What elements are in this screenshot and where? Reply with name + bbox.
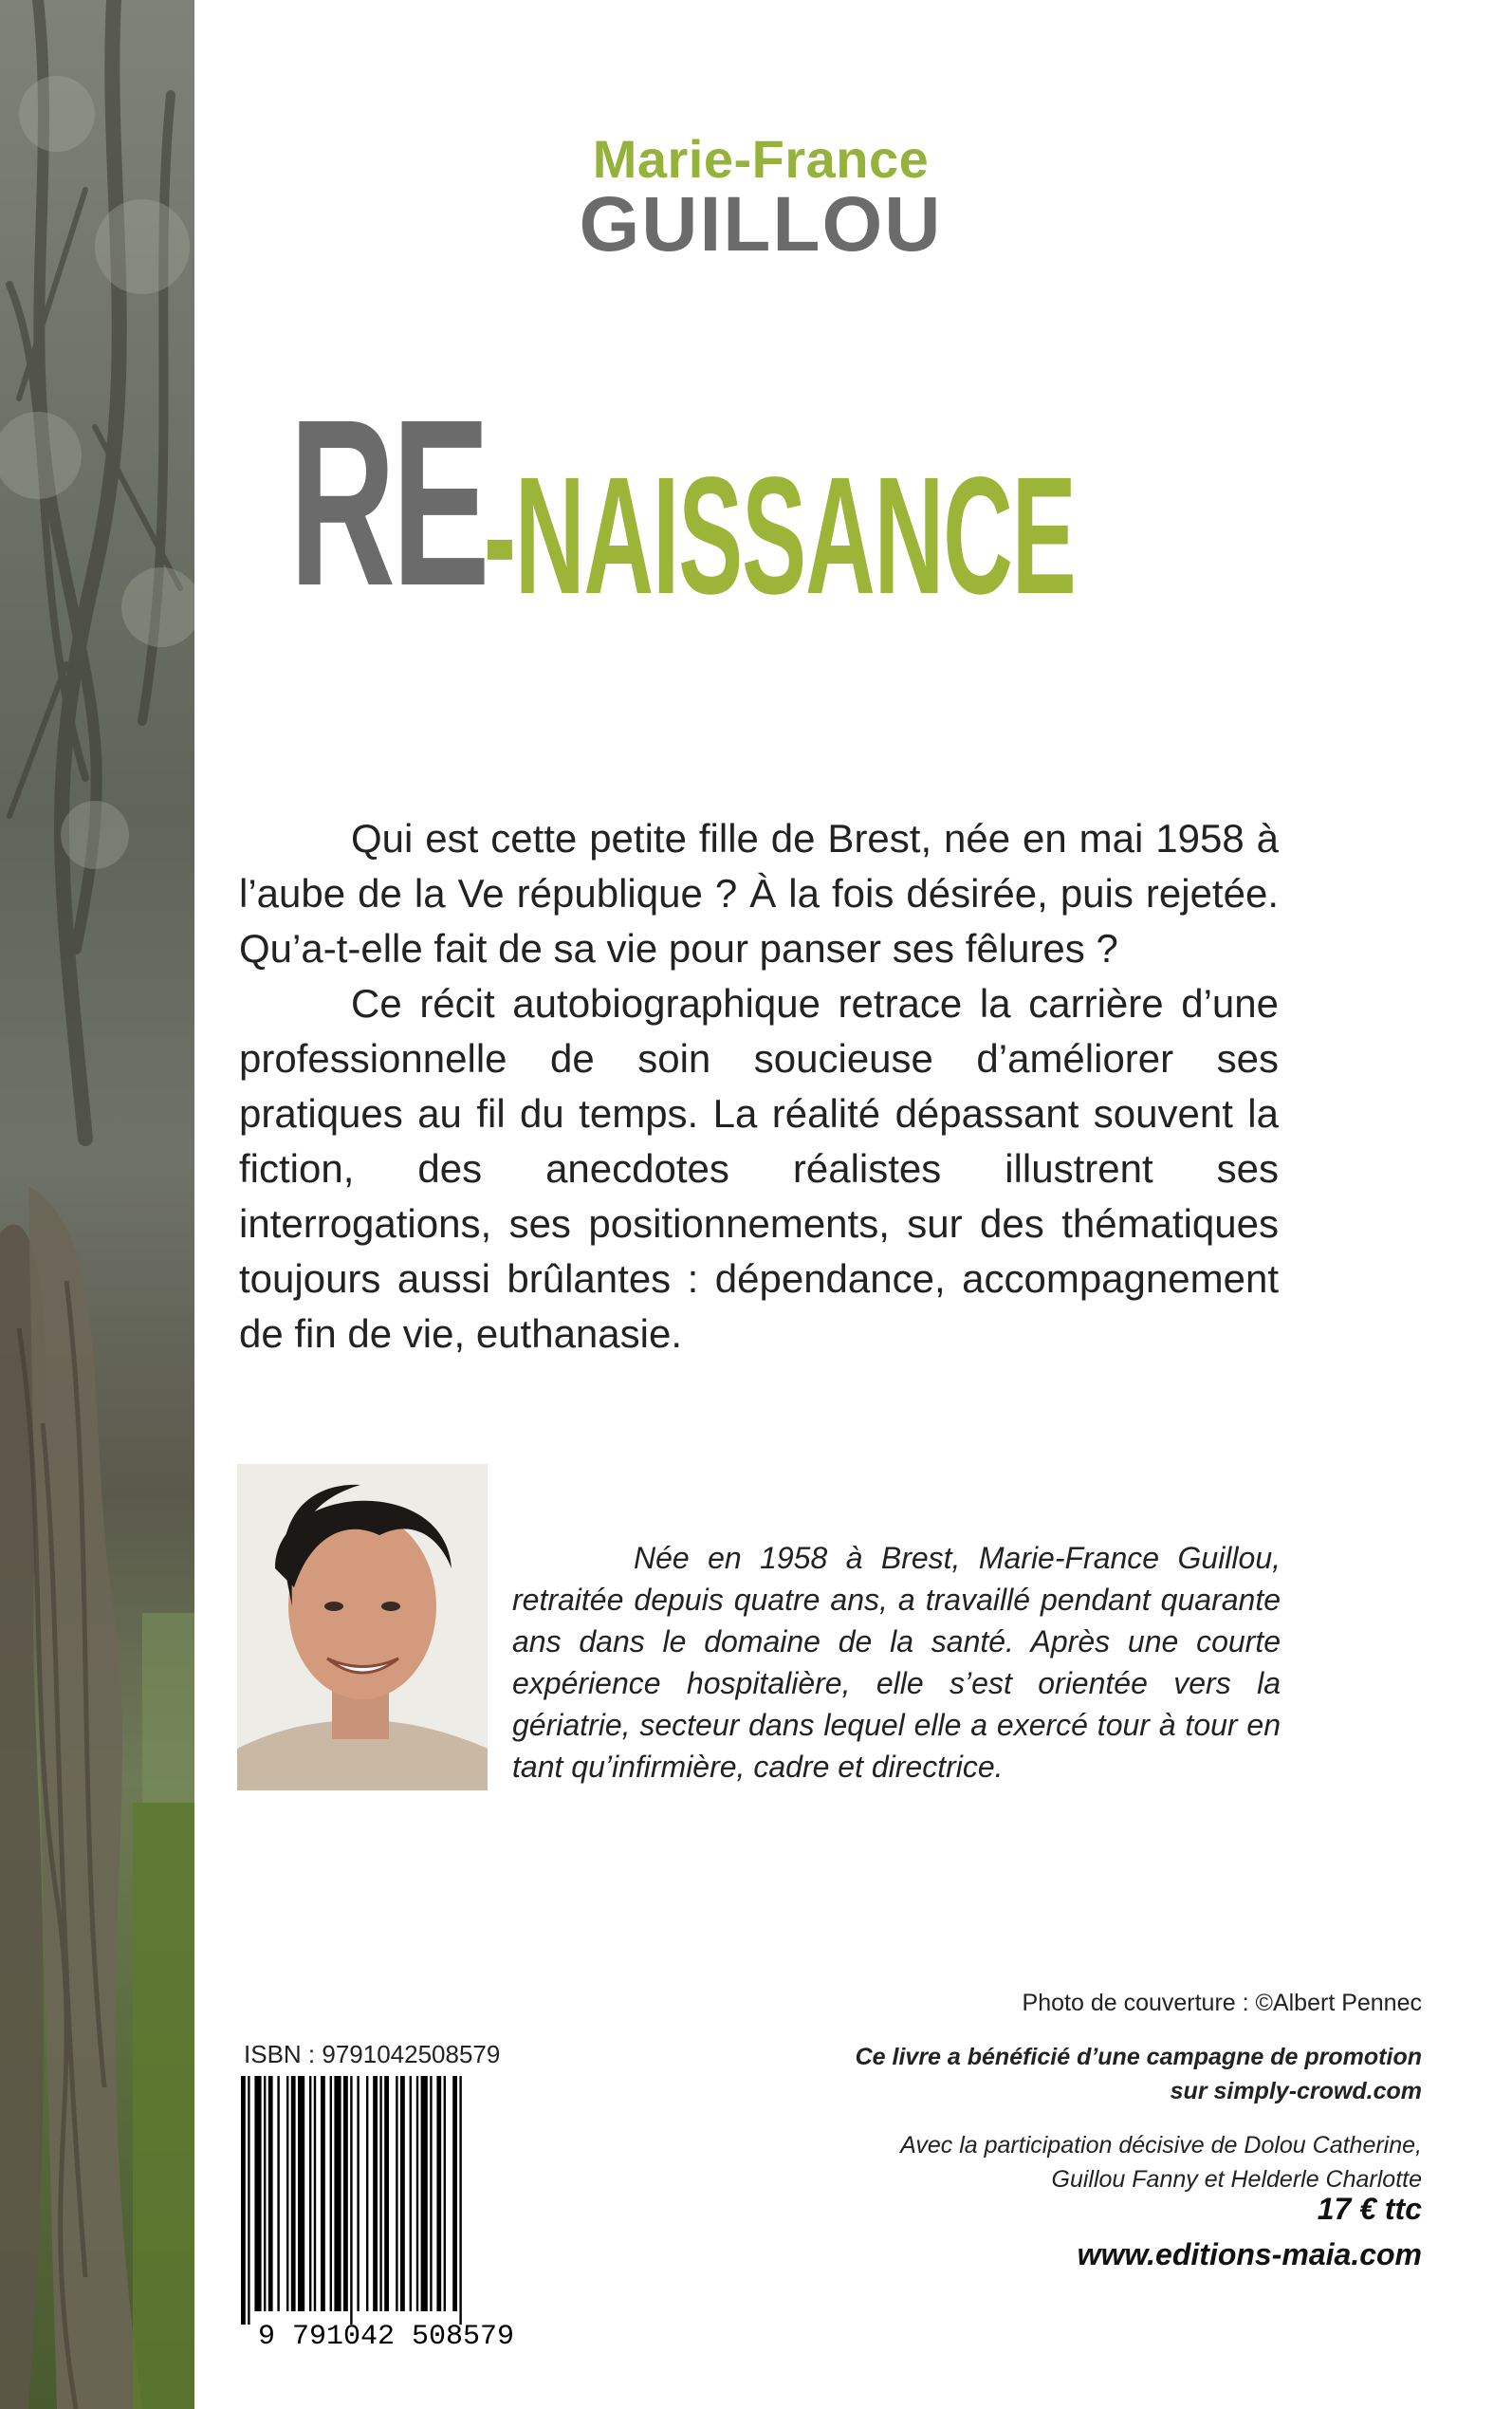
author-first-name: Marie-France <box>592 129 930 189</box>
barcode-bar <box>241 2076 246 2325</box>
barcode-bar <box>314 2076 316 2311</box>
barcode-bar <box>264 2076 266 2311</box>
barcode-bar <box>436 2076 441 2311</box>
barcode-bar <box>384 2076 389 2311</box>
barcode-bar <box>334 2076 341 2311</box>
blurb-paragraph: Ce récit autobiographique retrace la carrière d’une professionnelle de soin soucieuse d’améliorer ses pratiques au fil du temps. La réalité dépassant souvent la fiction, des anecdotes réalistes illustrent ses interrogations, ses positionnements, sur des thématiques toujours aussi brûlantes : dépendance, accompagnement de fin de vie, euthanasie. <box>239 981 1279 1356</box>
barcode-bar <box>321 2076 325 2311</box>
barcode-bar <box>373 2076 378 2311</box>
author-bio <box>512 1537 1281 1788</box>
barcode-bar <box>268 2076 273 2311</box>
barcode-bar <box>459 2076 461 2325</box>
barcode-bar <box>357 2076 359 2311</box>
barcode-bar <box>298 2076 304 2311</box>
cover-tree-photo-strip <box>0 0 194 2409</box>
promotion-note <box>856 2040 1422 2108</box>
participation-line: Guillou Fanny et Helderle Charlotte <box>1051 2166 1422 2193</box>
barcode-bar <box>430 2076 432 2311</box>
barcode-bar <box>379 2076 381 2311</box>
barcode-bar <box>400 2076 405 2311</box>
barcode-bar <box>277 2076 279 2311</box>
barcode-bar <box>343 2076 348 2311</box>
back-cover-blurb <box>239 811 1279 1362</box>
barcode-bar <box>350 2076 352 2325</box>
author-photo <box>237 1464 488 1790</box>
barcode-bar <box>421 2076 428 2311</box>
barcode-bar <box>286 2076 288 2311</box>
blurb-paragraph: Qui est cette petite fille de Brest, née en mai 1958 à l’aube de la Ve république ? À la fois désirée, puis rejetée. Qu’a-t-elle fait de sa vie pour panser ses fêlures ? <box>239 816 1279 971</box>
barcode-bar <box>330 2076 332 2311</box>
price: 17 € ttc <box>1317 2192 1422 2226</box>
barcode-bar <box>410 2076 412 2311</box>
barcode-bar <box>309 2076 311 2311</box>
isbn-label: ISBN : 9791042508579 <box>244 2040 501 2068</box>
author-last-name: GUILLOU <box>579 181 943 268</box>
participation-line: Avec la participation décisive de Dolou Catherine, <box>900 2132 1422 2159</box>
book-title <box>289 370 1076 635</box>
promotion-line: sur simply-crowd.com <box>1170 2078 1422 2104</box>
publisher-website: www.editions-maia.com <box>1077 2237 1422 2271</box>
barcode-bar <box>416 2076 418 2311</box>
isbn-barcode <box>237 2076 536 2351</box>
title-rest: -NAISSANCE <box>484 443 1076 629</box>
barcode-bar <box>254 2076 261 2311</box>
barcode-bar <box>396 2076 397 2311</box>
barcode-bar <box>452 2076 457 2311</box>
title-prefix: RE <box>289 370 487 635</box>
barcode-bar <box>248 2076 249 2325</box>
bio-text: Née en 1958 à Brest, Marie-France Guillou, retraitée depuis quatre ans, a travaillé pendant quarante ans dans le domaine de la santé. Après une courte expérience hospitalière, elle s’est orientée vers la gériatrie, secteur dans lequel elle a exercé tour à tour en tant qu’infirmière, cadre et directrice. <box>512 1541 1281 1784</box>
photo-credit: Photo de couverture : ©Albert Pennec <box>1022 1990 1422 2016</box>
promotion-line: Ce livre a bénéficié d’une campagne de promotion <box>855 2044 1422 2070</box>
barcode-bar <box>366 2076 368 2311</box>
barcode-bar <box>444 2076 446 2311</box>
participation-note <box>900 2128 1422 2196</box>
barcode-digits: 9 791042 508579 <box>257 2321 515 2351</box>
barcode-bar <box>291 2076 296 2311</box>
